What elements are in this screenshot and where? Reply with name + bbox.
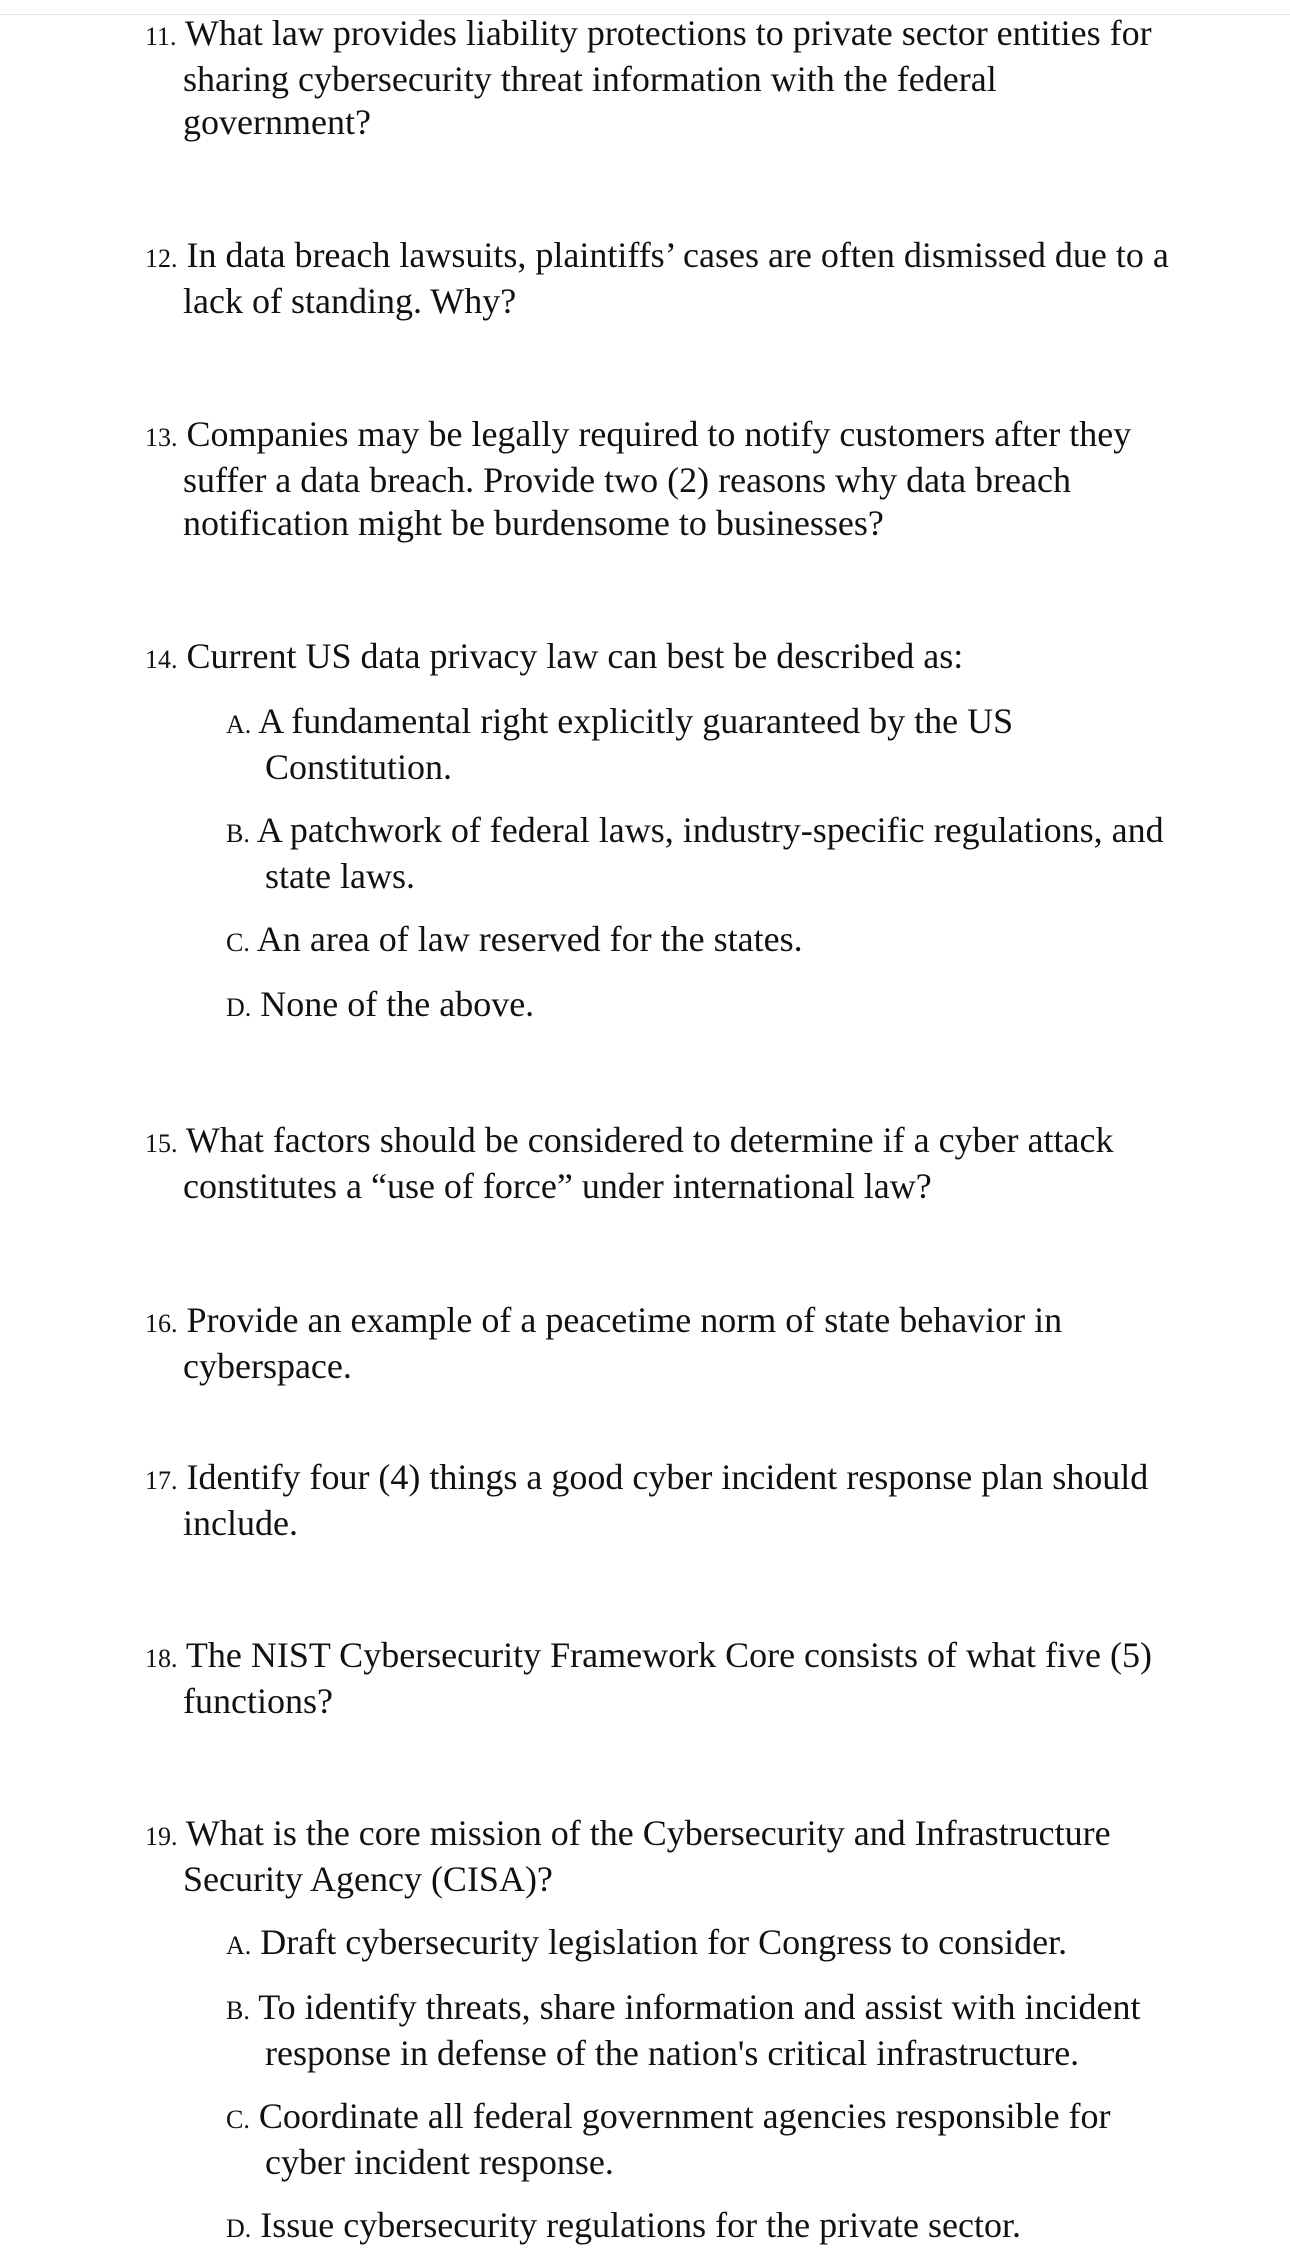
option-text-line: None of the above. [260, 984, 535, 1024]
option-b [226, 809, 1226, 898]
question-number: 11. [145, 22, 177, 51]
option-a [226, 700, 1226, 789]
option-label: C. [226, 2105, 250, 2134]
question-text-line: cyberspace. [183, 1346, 352, 1386]
option-label: D. [226, 2214, 252, 2243]
option-text-line: Constitution. [265, 747, 453, 787]
option-text-line: Coordinate all federal government agencies responsible for [258, 2096, 1111, 2136]
question-text-line: In data breach lawsuits, plaintiffs’ cases are often dismissed due to a [186, 235, 1169, 275]
question-16 [145, 1299, 1215, 1388]
question-text-line: The NIST Cybersecurity Framework Core consists of what five (5) [185, 1635, 1152, 1675]
option-label: A. [226, 710, 252, 739]
question-14 [145, 635, 1215, 681]
question-text-line: Provide an example of a peacetime norm of state behavior in [186, 1300, 1063, 1340]
option-text-line: A patchwork of federal laws, industry-specific regulations, and [256, 810, 1164, 850]
option-text-line: cyber incident response. [265, 2142, 614, 2182]
option-label: B. [226, 819, 250, 848]
question-number: 12. [145, 244, 178, 273]
question-15 [145, 1119, 1215, 1208]
option-d [226, 2204, 1226, 2250]
question-17 [145, 1456, 1215, 1545]
option-text-line: To identify threats, share information and assist with incident [258, 1987, 1141, 2027]
question-number: 17. [145, 1466, 178, 1495]
question-13 [145, 413, 1215, 545]
question-11 [145, 12, 1215, 144]
question-12 [145, 234, 1215, 323]
option-text-line: Issue cybersecurity regulations for the private sector. [260, 2205, 1022, 2245]
option-text-line: Draft cybersecurity legislation for Congress to consider. [260, 1922, 1068, 1962]
question-text-line: government? [183, 102, 371, 142]
option-label: A. [226, 1931, 252, 1960]
question-number: 19. [145, 1822, 178, 1851]
question-text-line: Security Agency (CISA)? [183, 1859, 553, 1899]
option-label: C. [226, 928, 250, 957]
question-text-line: What law provides liability protections to private sector entities for [184, 13, 1152, 53]
option-label: D. [226, 993, 252, 1022]
option-b [226, 1986, 1226, 2075]
option-label: B. [226, 1996, 250, 2025]
question-text-line: functions? [183, 1681, 333, 1721]
question-text-line: What factors should be considered to determine if a cyber attack [185, 1120, 1114, 1160]
option-a [226, 1921, 1226, 1967]
question-text-line: Identify four (4) things a good cyber incident response plan should [186, 1457, 1149, 1497]
question-number: 16. [145, 1309, 178, 1338]
question-text-line: suffer a data breach. Provide two (2) reasons why data breach [183, 460, 1071, 500]
option-text-line: state laws. [265, 856, 415, 896]
option-c [226, 2095, 1226, 2184]
question-18 [145, 1634, 1215, 1723]
option-d [226, 983, 1226, 1029]
option-text-line: An area of law reserved for the states. [256, 919, 803, 959]
question-text-line: What is the core mission of the Cybersecurity and Infrastructure [185, 1813, 1111, 1853]
question-text-line: constitutes a “use of force” under international law? [183, 1166, 932, 1206]
question-number: 15. [145, 1129, 178, 1158]
question-text-line: sharing cybersecurity threat information with the federal [183, 59, 997, 99]
question-number: 13. [145, 423, 178, 452]
option-c [226, 918, 1226, 964]
question-text-line: lack of standing. Why? [183, 281, 517, 321]
question-text-line: include. [183, 1503, 298, 1543]
question-number: 14. [145, 645, 178, 674]
option-text-line: response in defense of the nation's critical infrastructure. [265, 2033, 1080, 2073]
question-text-line: Companies may be legally required to notify customers after they [186, 414, 1132, 454]
question-text-line: Current US data privacy law can best be described as: [186, 636, 964, 676]
question-number: 18. [145, 1644, 178, 1673]
option-text-line: A fundamental right explicitly guaranteed by the US [258, 701, 1014, 741]
question-text-line: notification might be burdensome to businesses? [183, 503, 884, 543]
question-19 [145, 1812, 1215, 1901]
